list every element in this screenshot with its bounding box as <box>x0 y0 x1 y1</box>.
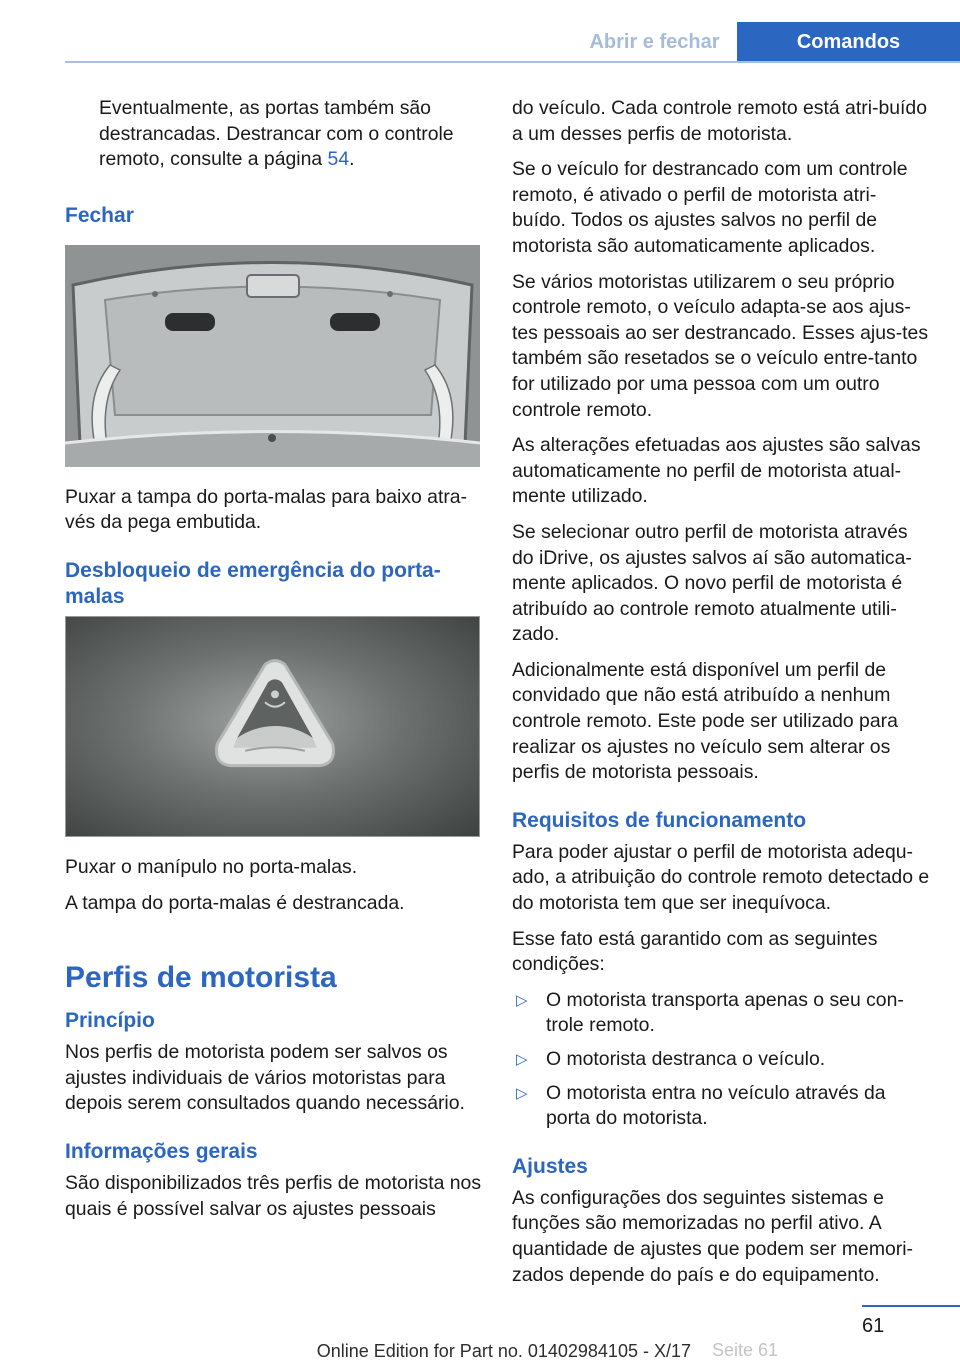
info-paragraph: São disponibilizados três perfis de motorista nos quais é possível salvar os ajustes pessoais <box>65 1171 482 1220</box>
header-rule <box>65 61 960 63</box>
right-paragraph-4: As alterações efetuadas aos ajustes são salvas automaticamente no perfil de motorista atual‐mente utilizado. <box>512 434 921 508</box>
ajustes-paragraph: As configurações dos seguintes sistemas e funções são memorizadas no perfil ativo. A quantidade de ajustes que podem ser memori‐zados depende do país e do equipamento. <box>512 1186 913 1286</box>
intro-paragraph <box>65 96 483 173</box>
left-column <box>65 96 483 1232</box>
fechar-paragraph: Puxar a tampa do porta-malas para baixo atra‐vés da pega embutida. <box>65 485 468 534</box>
desbloqueio-paragraph-2: A tampa do porta-malas é destrancada. <box>65 891 405 914</box>
bullet-triangle-icon: ▷ <box>516 1084 528 1102</box>
heading-informacoes: Informações gerais <box>65 1139 258 1163</box>
principio-paragraph: Nos perfis de motorista podem ser salvos os ajustes individuais de vários motoristas para depois serem consultados quando necessário. <box>65 1041 465 1115</box>
edition-line: Online Edition for Part no. 01402984105 - X/17 <box>316 1341 691 1361</box>
trunk-lid-image <box>65 245 480 467</box>
watermark-text: Seite 61 <box>712 1340 779 1360</box>
list-item: ▷ O motorista transporta apenas o seu con‐trole remoto. <box>516 988 904 1037</box>
list-item: ▷ O motorista destranca o veículo. <box>512 1047 930 1073</box>
footer-rule <box>862 1305 960 1307</box>
right-column <box>512 96 930 1298</box>
tab-comandos[interactable]: Comandos <box>737 22 960 62</box>
emergency-release-image <box>65 616 480 837</box>
conditions-list <box>512 988 930 1132</box>
heading-principio: Princípio <box>65 1009 155 1033</box>
list-item: ▷ O motorista entra no veículo através da porta do motorista. <box>516 1081 886 1130</box>
desbloqueio-paragraph-1: Puxar o manípulo no porta-malas. <box>65 855 358 878</box>
requisitos-paragraph-1: Para poder ajustar o perfil de motorista adequ‐ado, a atribuição do controle remoto detectado e do motorista tem que ser inequívoca. <box>512 840 930 915</box>
page-number: 61 <box>862 1315 885 1337</box>
intro-text-end: . <box>349 148 355 171</box>
heading-desbloqueio: Desbloqueio de emergência do porta‐malas <box>65 558 441 608</box>
right-paragraph-6: Adicionalmente está disponível um perfil de convidado que não está atribuído a nenhum controle remoto. Este pode ser utilizado para realizar os ajustes no veículo sem alterar os perfis de motorista pessoais. <box>512 658 898 784</box>
heading-requisitos: Requisitos de funcionamento <box>512 808 807 832</box>
requisitos-paragraph-2: Esse fato está garantido com as seguintes condições: <box>512 927 878 976</box>
right-paragraph-1: do veículo. Cada controle remoto está atri‐buído a um desses perfis de motorista. <box>512 97 927 145</box>
intro-text: Eventualmente, as portas também são destrancadas. Destrancar com o controle remoto, consulte a página <box>99 97 454 171</box>
heading-ajustes: Ajustes <box>512 1154 588 1178</box>
heading-fechar: Fechar <box>65 203 134 227</box>
tab-abrir-e-fechar[interactable]: Abrir e fechar <box>589 31 720 53</box>
right-paragraph-5: Se selecionar outro perfil de motorista através do iDrive, os ajustes salvos aí são automatica‐mente aplicados. O novo perfil de motorista é atribuído ao controle remoto atualmente utili‐zado. <box>512 520 912 646</box>
right-paragraph-2: Se o veículo for destrancado com um controle remoto, é ativado o perfil de motorista atri‐buído. Todos os ajustes salvos no perfil de motorista são automaticamente aplicados. <box>512 158 908 257</box>
heading-perfis: Perfis de motorista <box>65 961 337 995</box>
bullet-triangle-icon: ▷ <box>516 991 528 1009</box>
page-link[interactable]: 54 <box>327 148 350 171</box>
bullet-triangle-icon: ▷ <box>516 1051 528 1068</box>
right-paragraph-3: Se vários motoristas utilizarem o seu próprio controle remoto, o veículo adapta-se aos ajus‐tes pessoais ao ser destrancado. Esses ajus‐tes também são resetados se o veículo entre‐tanto for utilizado por uma pessoa com um outro controle remoto. <box>512 270 929 421</box>
